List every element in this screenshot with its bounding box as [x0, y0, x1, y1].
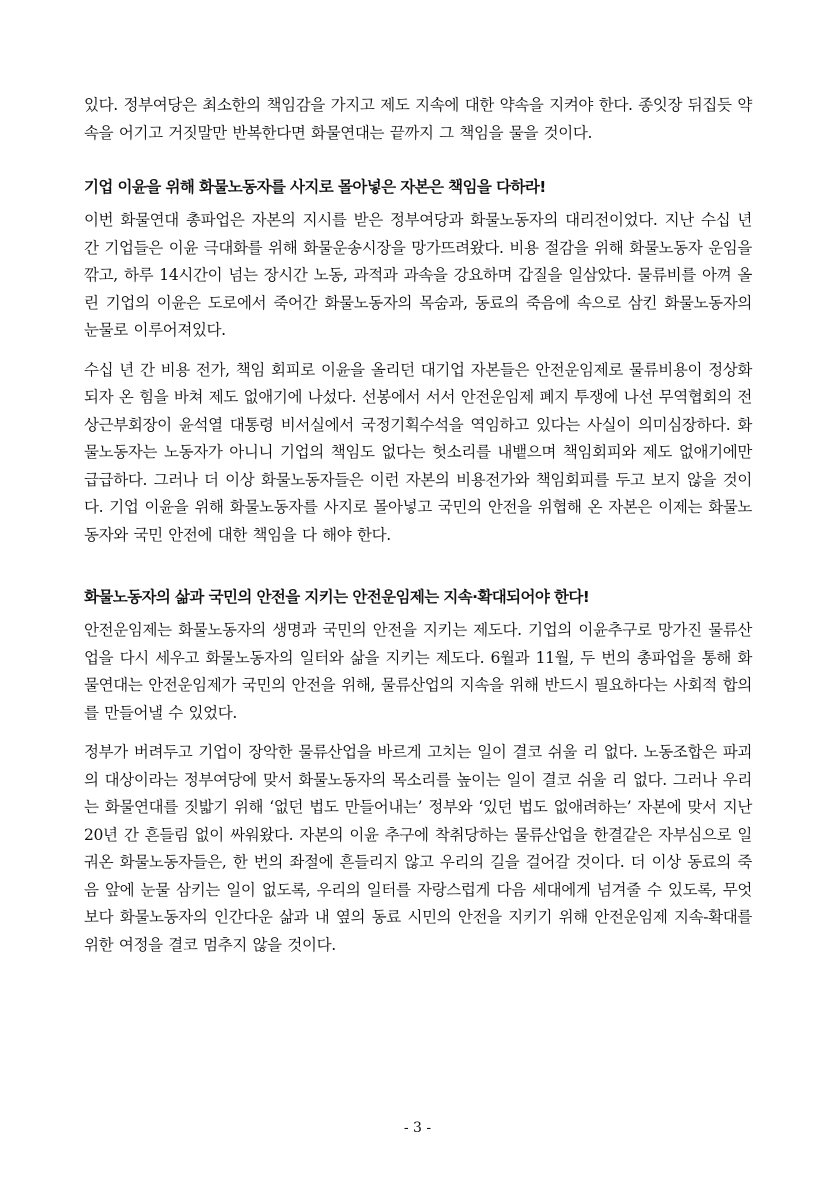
paragraph-capital-cost-shifting: 수십 년 간 비용 전가, 책임 회피로 이윤을 올리던 대기업 자본들은 안전운임제로 물류비용이 정상화되자 온 힘을 바쳐 제도 없애기에 나섰다. 선봉에서 서서 안전운임제 폐지 투쟁에 나선 무역협회의 전 상근부회장이 윤석열 대통령 비서실에서 국정기획수석을 역임하고 있다는 사실이 의미심장하다. 화물노동자는 노동자가 아니니 기업의 책임도 없다는 헛소리를 내뱉으며 책임회피와 제도 없애기에만 급급하다. 그러나 더 이상 화물노동자들은 이런 자본의 비용전가와 책임회피를 두고 보지 않을 것이다. 기업 이윤을 위해 화물노동자를 사지로 몰아넣고 국민의 안전을 위협해 온 자본은 이제는 화물노동자와 국민 안전에 대한 책임을 다 해야 한다.	[84, 360, 752, 544]
document-body	[84, 92, 752, 959]
paragraph-strike-proxy-war: 이번 화물연대 총파업은 자본의 지시를 받은 정부여당과 화물노동자의 대리전이었다. 지난 수십 년 간 기업들은 이윤 극대화를 위해 화물운송시장을 망가뜨려왔다. 비용 절감을 위해 화물노동자 운임을 깎고, 하루 14시간이 넘는 장시간 노동, 과적과 과속을 강요하며 갑질을 일삼았다. 물류비를 아껴 올린 기업의 이윤은 도로에서 죽어간 화물노동자의 목숨과, 동료의 죽음에 속으로 삼킨 화물노동자의 눈물로 이루어져있다.	[84, 211, 752, 339]
page-number: - 3 -	[403, 1120, 432, 1136]
paragraph-safe-rate-system: 안전운임제는 화물노동자의 생명과 국민의 안전을 지키는 제도다. 기업의 이윤추구로 망가진 물류산업을 다시 세우고 화물노동자의 일터와 삶을 지키는 제도다. 6월과 11월, 두 번의 총파업을 통해 화물연대는 안전운임제가 국민의 안전을 위해, 물류산업의 지속을 위해 반드시 필요하다는 사회적 합의를 만들어낼 수 있었다.	[84, 621, 752, 722]
paragraph-intro: 있다. 정부여당은 최소한의 책임감을 가지고 제도 지속에 대한 약속을 지켜야 한다. 종잇장 뒤집듯 약속을 어기고 거짓말만 반복한다면 화물연대는 끝까지 그 책임을 물을 것이다.	[84, 96, 752, 142]
section-heading-capital-responsibility: 기업 이윤을 위해 화물노동자를 사지로 몰아넣은 자본은 책임을 다하라!	[84, 178, 546, 196]
paragraph-closing-resolve: 정부가 버려두고 기업이 장악한 물류산업을 바르게 고치는 일이 결코 쉬울 리 없다. 노동조합은 파괴의 대상이라는 정부여당에 맞서 화물노동자의 목소리를 높이는 일이 결코 쉬울 리 없다. 그러나 우리는 화물연대를 짓밟기 위해 ‘없던 법도 만들어내는’ 정부와 ‘있던 법도 없애려하는’ 자본에 맞서 지난 20년 간 흔들림 없이 싸워왔다. 자본의 이윤 추구에 착취당하는 물류산업을 한결같은 자부심으로 일궈온 화물노동자들은, 한 번의 좌절에 흔들리지 않고 우리의 길을 걸어갈 것이다. 더 이상 동료의 죽음 앞에 눈물 삼키는 일이 없도록, 우리의 일터를 자랑스럽게 다음 세대에게 넘겨줄 수 있도록, 무엇보다 화물노동자의 인간다운 삶과 내 옆의 동료 시민의 안전을 지키기 위해 안전운임제 지속-확대를 위한 여정을 결코 멈추지 않을 것이다.	[84, 743, 752, 954]
section-heading-safe-rates: 화물노동자의 삶과 국민의 안전을 지키는 안전운임제는 지속·확대되어야 한다!	[84, 588, 590, 606]
